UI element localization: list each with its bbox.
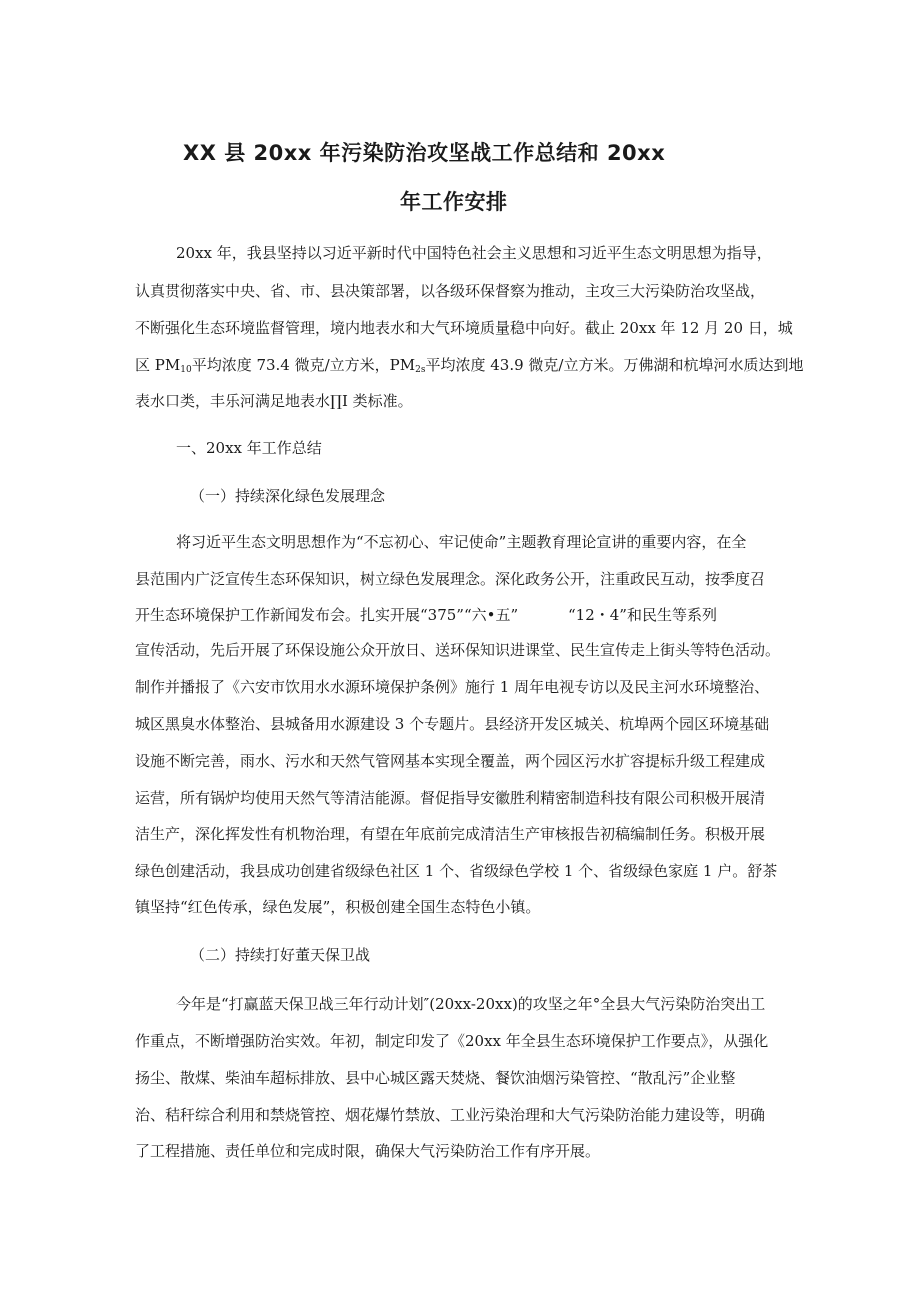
sub1-line-1: 将习近平生态文明思想作为“不忘初心、牢记使命”主题教育理论宣讲的重要内容，在全 <box>176 533 747 551</box>
document-title-line-2: 年工作安排 <box>400 190 508 214</box>
sub1-line-6: 城区黑臭水体整治、县城备用水源建设 3 个专题片。县经济开发区城关、杭埠两个园区环境基础 <box>135 715 770 733</box>
sub1-line-10: 绿色创建活动，我县成功创建省级绿色社区 1 个、省级绿色学校 1 个、省级绿色家庭 1 户。舒茶 <box>135 862 778 880</box>
intro-line-2: 认真贯彻落实中央、省、市、县决策部署，以各级环保督察为推动，主攻三大污染防治攻坚战， <box>135 282 766 300</box>
sub2-line-3: 扬尘、散煤、柴油车超标排放、县中心城区露天焚烧、餐饮油烟污染管控、“散乱污”企业整 <box>135 1069 736 1087</box>
subsection-heading-1: （一）持续深化绿色发展理念 <box>190 487 386 505</box>
sub1-line-11: 镇坚持“红色传承，绿色发展”，积极创建全国生态特色小镇。 <box>135 898 541 916</box>
sub2-line-4: 治、秸秆综合利用和禁烧管控、烟花爆竹禁放、工业污染治理和大气污染防治能力建设等，明确 <box>135 1106 766 1124</box>
sub1-line-3a: 开生态环境保护工作新闻发布会。扎实开展“375”“六•五” <box>135 606 519 624</box>
subsection-heading-2: （二）持续打好董天保卫战 <box>190 946 371 964</box>
document-title-line-1: XX 县 20xx 年污染防治攻坚战工作总结和 20xx <box>183 141 666 165</box>
pm10-subscript: 10 <box>180 365 192 375</box>
intro-line-4-part-a: 区 PM <box>135 356 181 374</box>
section-heading-1: 一、20xx 年工作总结 <box>176 439 322 457</box>
sub2-line-5: 了工程措施、责任单位和完成时限，确保大气污染防治工作有序开展。 <box>135 1142 601 1160</box>
intro-line-4-part-b: 平均浓度 73.4 微克/立方米，PM <box>191 356 416 374</box>
sub1-line-4: 宣传活动，先后开展了环保设施公众开放日、送环保知识进课堂、民生宣传走上街头等特色活动。 <box>135 641 781 659</box>
sub1-line-8: 运营，所有锅炉均使用天然气等清洁能源。督促指导安徽胜利精密制造科技有限公司积极开展清 <box>135 789 766 807</box>
pm25-subscript: 2s <box>415 365 426 375</box>
intro-line-1: 20xx 年，我县坚持以习近平新时代中国特色社会主义思想和习近平生态文明思想为指导， <box>176 244 772 262</box>
intro-line-4 <box>135 355 804 380</box>
sub2-line-1: 今年是“打赢蓝天保卫战三年行动计划″(20xx-20xx)的攻坚之年°全县大气污染防治突出工 <box>176 995 766 1013</box>
sub2-line-2: 作重点，不断增强防治实效。年初，制定印发了《20xx 年全县生态环境保护工作要点》，从强化 <box>135 1032 769 1050</box>
sub1-line-2: 县范围内广泛宣传生态环保知识，树立绿色发展理念。深化政务公开，注重政民互动，按季度召 <box>135 570 766 588</box>
sub1-line-9: 洁生产，深化挥发性有机物治理，有望在年底前完成清洁生产审核报告初稿编制任务。积极开展 <box>135 825 766 843</box>
intro-line-5: 表水口类，丰乐河满足地表水∏I 类标准。 <box>135 392 413 410</box>
sub1-line-5: 制作并播报了《六安市饮用水水源环境保护条例》施行 1 周年电视专访以及民主河水环境整治、 <box>135 678 770 696</box>
intro-line-3: 不断强化生态环境监督管理，境内地表水和大气环境质量稳中向好。截止 20xx 年 12 月 20 日，城 <box>135 319 793 337</box>
intro-line-4-part-c: 平均浓度 43.9 微克/立方米。万佛湖和杭埠河水质达到地 <box>425 356 804 374</box>
sub1-line-3b: “12・4”和民生等系列 <box>568 606 717 624</box>
sub1-line-7: 设施不断完善，雨水、污水和天然气管网基本实现全覆盖，两个园区污水扩容提标升级工程建成 <box>135 752 766 770</box>
